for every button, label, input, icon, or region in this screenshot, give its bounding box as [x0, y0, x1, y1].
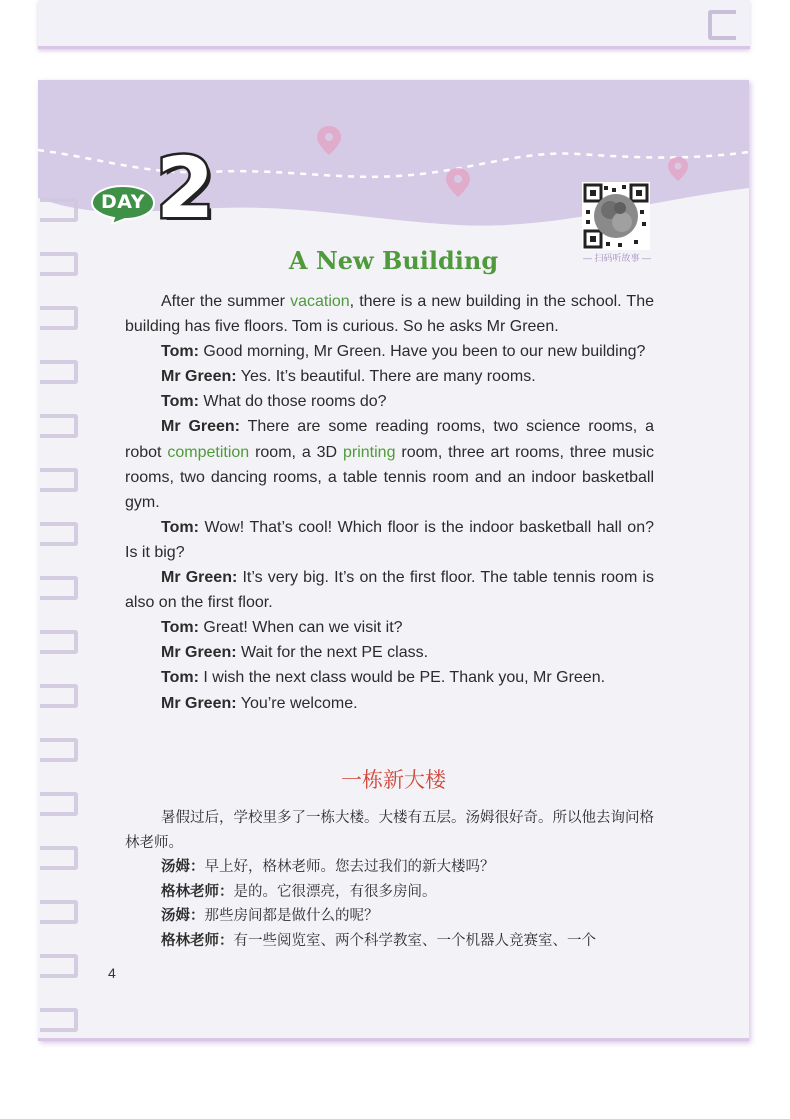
spiral-binding	[38, 80, 78, 1038]
speaker-label: Mr Green:	[161, 418, 241, 436]
story-paragraph	[125, 565, 654, 615]
story-paragraph	[125, 389, 654, 414]
day-label: DAY	[101, 191, 145, 213]
speaker-label: Tom:	[161, 518, 199, 536]
text-run: Yes. It’s beautiful. There are many rooms.	[236, 368, 536, 386]
story-paragraph	[125, 414, 654, 514]
translation-title: 一栋新大楼	[341, 769, 446, 792]
vocabulary-word: printing	[343, 443, 396, 461]
story-title: A New Building	[288, 246, 499, 275]
text-run: Wait for the next PE class.	[236, 644, 429, 662]
story-text	[125, 289, 654, 716]
book-page	[38, 80, 749, 1041]
speaker-label: Tom:	[161, 393, 199, 411]
text-run: 暑假过后，学校里多了一栋大楼。大楼有五层。汤姆很好奇。所以他去询问格林老师。	[125, 810, 654, 851]
text-run: You’re welcome.	[236, 694, 358, 712]
text-run: What do those rooms do?	[198, 393, 387, 411]
speaker-label: Tom:	[161, 669, 199, 687]
speaker-label: Mr Green:	[161, 694, 237, 712]
spiral-ring-icon	[708, 10, 736, 40]
qr-caption: — 扫码听故事 —	[582, 253, 651, 263]
text-run: After the summer	[161, 293, 291, 310]
story-paragraph	[125, 364, 654, 389]
story-paragraph	[125, 691, 654, 716]
text-run: Good morning, Mr Green. Have you been to our new building?	[198, 343, 646, 361]
text-run: 早上好，格林老师。您去过我们的新大楼吗？	[204, 859, 495, 875]
speaker-label: 格林老师：	[161, 932, 234, 949]
speaker-label: 汤姆：	[161, 908, 205, 924]
speaker-label: Mr Green:	[161, 368, 237, 386]
story-paragraph	[125, 665, 654, 690]
story-paragraph	[125, 339, 654, 364]
text-run: Wow! That’s cool! Which floor is the indoor basketball hall on? Is it big?	[125, 518, 654, 561]
text-run: 那些房间都是做什么的呢？	[204, 908, 379, 924]
speaker-label: 汤姆：	[161, 859, 205, 875]
translation-paragraph	[125, 904, 654, 929]
translation-text	[125, 806, 654, 953]
translation-paragraph	[125, 855, 654, 880]
text-run: There are some reading rooms, two science rooms, a robot	[125, 418, 654, 461]
day-number: 2	[156, 139, 215, 237]
speaker-label: 格林老师：	[161, 883, 234, 900]
story-paragraph	[125, 515, 654, 565]
speaker-label: Tom:	[161, 343, 199, 361]
vocabulary-word: competition	[167, 443, 250, 461]
page-number: 4	[108, 965, 116, 981]
text-run: room, three art rooms, three music rooms, two dancing rooms, a table tennis room and an indoor basketball gym.	[125, 443, 655, 511]
speaker-label: Mr Green:	[161, 569, 238, 587]
text-run: , there is a new building in the school. The building has five floors. Tom is curious. So he asks Mr Green.	[125, 293, 654, 336]
vocabulary-word: vacation	[290, 293, 350, 310]
text-run: I wish the next class would be PE. Thank you, Mr Green.	[198, 669, 606, 687]
previous-page-edge	[38, 0, 750, 49]
translation-paragraph	[125, 806, 654, 855]
translation-paragraph	[125, 880, 654, 905]
speaker-label: Mr Green:	[161, 644, 237, 662]
text-run: 是的。它很漂亮，有很多房间。	[233, 883, 437, 900]
text-run: Great! When can we visit it?	[198, 619, 403, 637]
story-paragraph	[125, 289, 654, 339]
qr-code-icon[interactable]	[582, 182, 650, 250]
translation-paragraph	[125, 929, 654, 954]
story-paragraph	[125, 640, 654, 665]
text-run: room, a 3D	[249, 443, 343, 461]
speaker-label: Tom:	[161, 619, 199, 637]
text-run: It’s very big. It’s on the first floor. The table tennis room is also on the first floor.	[125, 569, 654, 612]
story-paragraph	[125, 615, 654, 640]
text-run: 有一些阅览室、两个科学教室、一个机器人竞赛室、一个	[233, 932, 596, 949]
